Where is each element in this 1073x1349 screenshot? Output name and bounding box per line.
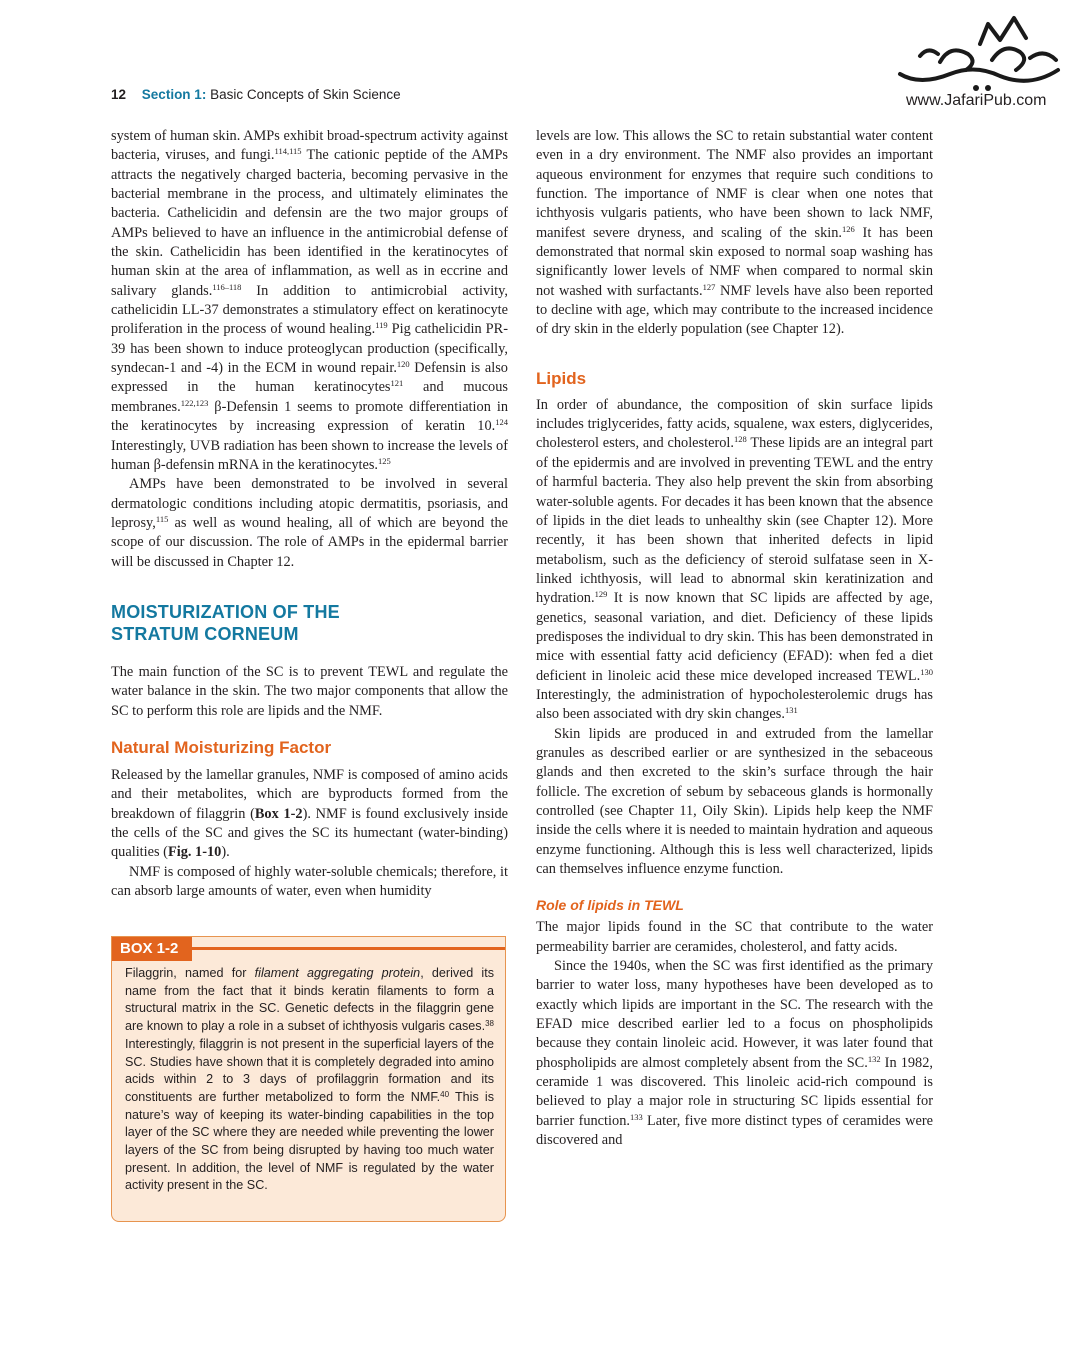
heading-role-of-lipids: Role of lipids in TEWL bbox=[536, 897, 684, 914]
paragraph-major-lipids: The major lipids found in the SC that contribute to the water permeability barrier are ceramides, cholesterol, and fatty acids. bbox=[536, 919, 933, 955]
right-column bbox=[536, 127, 933, 1151]
heading-lipids: Lipids bbox=[536, 368, 587, 388]
paragraph-amps-conditions: AMPs have been demonstrated to be involved in several dermatologic conditions including atopic dermatitis, psoriasis, and leprosy,$^{115}$ as well as wound healing, all of which are beyond the scope of our discussion. The role of AMPs in the epidermal barrier will be discussed in Chapter 12. bbox=[111, 476, 508, 570]
box-body: Filaggrin, named for filament aggregating protein, derived its name from the fact that it binds keratin filaments to form a structural matrix in the SC. Genetic defects in the filaggrin gene are known to play a role in a subset of ichthyosis vulgaris cases.$^{38}$ Interestingly, filaggrin is not present in the superficial layers of the SC. Studies have shown that it is completely degraded into amino acids within 2 to 3 days of profilaggrin formation and its constituents are further metabolized to form the NMF.$^{40}$ This is nature’s way of keeping its water-binding capabilities in the top layer of the SC where they are needed while preventing the lower layers of the SC from being disrupted by having too much water present. In addition, the level of NMF is regulated by the water activity present in the SC. bbox=[125, 966, 495, 1193]
section-label: Section 1: bbox=[141, 87, 207, 102]
heading-nmf: Natural Moisturizing Factor bbox=[111, 737, 332, 757]
section-title: Basic Concepts of Skin Science bbox=[210, 87, 401, 102]
running-header bbox=[111, 87, 401, 102]
box-1-2 bbox=[111, 936, 506, 1222]
box-title: BOX 1-2 bbox=[112, 937, 192, 961]
paragraph-skin-lipids: Skin lipids are produced in and extruded from the lamellar granules as described earlier or are synthesized in the sebaceous glands and then excreted to the skin’s surface through the hair follicle. The excretion of sebum by sebaceous glands is hormonally controlled (see Chapter 11, Oily Skin). Lipids help keep the NMF inside the cells where it is needed to maintain hydration and aqueous enzyme functioning. Although this is less well characterized, lipids can themselves influence enzyme function. bbox=[536, 725, 933, 878]
paragraph-ceramides: Since the 1940s, when the SC was first identified as the primary barrier to water loss, many hypotheses have been developed as to exactly which lipids are important in the SC. The research with the EFAD mice described earlier led to a focus on phospholipids because they contain linoleic acid. However, it was later found that phospholipids are almost completely absent from the SC.$^{132}$ In 1982, ceramide 1 was discovered. This linoleic acid-rich compound is believed to play a major role in structuring SC lipids essential for barrier function.$^{133}$ Later, five more distinct types of ceramides were discovered and bbox=[536, 958, 933, 1149]
paragraph-nmf-release: Released by the lamellar granules, NMF is composed of amino acids and their metabolites, which are byproducts formed from the breakdown of filaggrin (Box 1-2). NMF is found exclusively inside the cells of the SC and gives the SC its humectant (water-binding) qualities (Fig. 1-10). bbox=[111, 766, 508, 861]
heading-moisturization: MOISTURIZATION OF THE STRATUM CORNEUM bbox=[111, 601, 340, 644]
paragraph-lipid-composition: In order of abundance, the composition of skin surface lipids includes triglycerides, fatty acids, squalene, wax esters, diglycerides, cholesterol esters, and cholesterol.$^{128}$ These lipids are an integral part of the epidermis and are involved in preventing TEWL and the entry of harmful bacteria. They also help prevent the skin from absorbing water-soluble agents. For decades it has been known that the absence of lipids in the diet leads to unhealthy skin (see Chapter 12). More recently, it has been shown that inherited defects in lipid metabolism, such as the deficiency of steroid sulfatase seen in X-linked ichthyosis, will lead to abnormal skin keratinization and hydration.$^{129}$ It is now known that SC lipids are affected by age, genetics, seasonal variation, and diet. Deficiency of these lipids predisposes the individual to dry skin. This has been demonstrated in mice with essential fatty acid deficiency (EFAD): when fed a diet deficient in linoleic acid these mice developed increased TEWL.$^{130}$ Interestingly, the administration of hypocholesterolemic drugs has also been associated with dry skin changes.$^{131}$ bbox=[536, 396, 933, 723]
paragraph-nmf-composition: NMF is composed of highly water-soluble chemicals; therefore, it can absorb large amounts of water, even when humidity bbox=[111, 863, 508, 899]
paragraph-nmf-levels: levels are low. This allows the SC to retain substantial water content even in a dry environment. The NMF also provides an important aqueous environment for enzymes that require such conditions to function. The importance of NMF is clear when one notes that ichthyosis vulgaris patients, who have been shown to lack NMF, manifest severe dryness, and scaling of the skin.$^{126}$ It has been demonstrated that normal skin exposed to normal soap washing has significantly lower levels of NMF when compared to normal skin not washed with surfactants.$^{127}$ NMF levels have also been reported to decline with age, which may contribute to the increased incidence of dry skin in the elderly population (see Chapter 12). bbox=[536, 128, 934, 338]
paragraph-amps: system of human skin. AMPs exhibit broad-spectrum activity against bacteria, viruses, and fungi.$^{114,115}$ The cationic peptide of the AMPs attracts the negatively charged bacteria, becoming pervasive in the bacterial membrane in the process, and ultimately eliminates the bacteria. Cathelicidin and defensin are the two major groups of AMPs believed to have an influence in the antimicrobial defense of the skin. Cathelicidin has been identified in the keratinocytes of human skin at the area of inflammation, as well as in eccrine and salivary glands.$^{116-118}$ In addition to antimicrobial activity, cathelicidin LL-37 demonstrates a stimulatory effect on keratinocyte proliferation in the process of wound healing.$^{119}$ Pig cathelicidin PR-39 has been shown to induce proteoglycan production (specifically, syndecan-1 and -4) in the ECM in wound repair.$^{120}$ Defensin is also expressed in the human keratinocytes$^{121}$ and mucous membranes.$^{122,123}$ β-Defensin 1 seems to promote differentiation in the keratinocytes by increasing expression of keratin 10.$^{124}$ Interestingly, UVB radiation has been shown to increase the levels of human β-defensin mRNA in the keratinocytes.$^{125}$ bbox=[111, 128, 508, 473]
left-column bbox=[111, 127, 508, 901]
page-number: 12 bbox=[111, 87, 127, 102]
paragraph-sc-function: The main function of the SC is to prevent TEWL and regulate the water balance in the skin. The two major components that allow the SC to perform this role are lipids and the NMF. bbox=[111, 663, 508, 719]
box-rule bbox=[192, 947, 505, 950]
publisher-url: www.JafariPub.com bbox=[906, 92, 1047, 109]
